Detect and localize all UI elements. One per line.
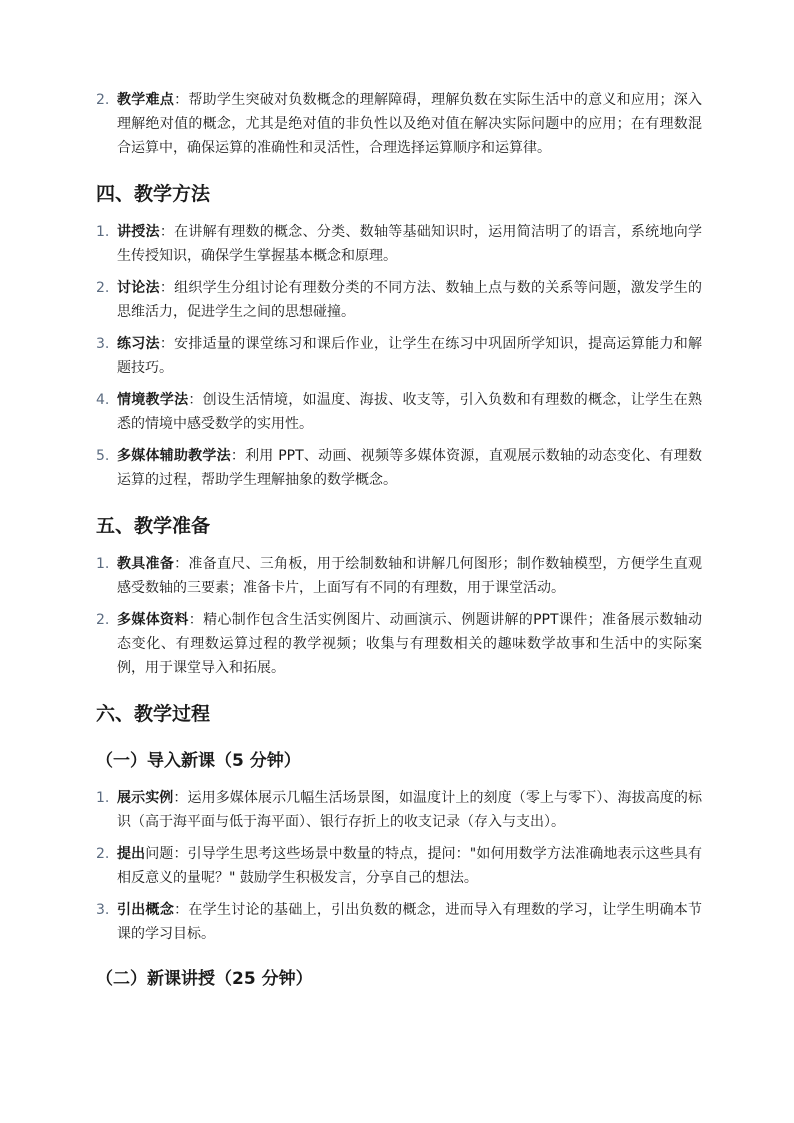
item-number: 1. <box>96 224 110 240</box>
item-separator: ： <box>159 280 175 296</box>
item-separator: ： <box>188 392 203 408</box>
list-item <box>96 88 702 160</box>
item-number: 1. <box>96 790 110 806</box>
list-item <box>96 786 702 834</box>
list-item <box>96 552 702 600</box>
item-number: 2. <box>96 846 110 862</box>
item-term: 多媒体资料 <box>117 612 189 628</box>
document-content <box>96 88 702 992</box>
item-text: 精心制作包含生活实例图片、动画演示、例题讲解的PPT课件；准备展示数轴动态变化、有理数运算过程的教学视频；收集与有理数相关的趣味数学故事和生活中的实际案例，用于课堂导入和拓展。 <box>117 612 703 676</box>
item-number: 5. <box>96 448 110 464</box>
list-item <box>96 444 702 492</box>
item-separator: ： <box>173 790 188 806</box>
item-number: 2. <box>96 92 110 108</box>
item-number: 3. <box>96 902 110 918</box>
item-text: 安排适量的课堂练习和课后作业，让学生在练习中巩固所学知识，提高运算能力和解题技巧。 <box>117 336 703 376</box>
list-item <box>96 388 702 436</box>
item-term: 教学难点 <box>117 92 175 108</box>
item-number: 1. <box>96 556 110 572</box>
list-item <box>96 220 702 268</box>
item-term: 展示实例 <box>117 790 174 806</box>
list-item <box>96 898 702 946</box>
item-term: 情境教学法 <box>117 392 189 408</box>
section-title-teaching-process: 六、教学过程 <box>96 703 211 725</box>
item-text: 组织学生分组讨论有理数分类的不同方法、数轴上点与数的关系等问题，激发学生的思维活力，促进学生之间的思想碰撞。 <box>117 280 703 320</box>
item-text: 准备直尺、三角板，用于绘制数轴和讲解几何图形；制作数轴模型，方便学生直观感受数轴的三要素；准备卡片，上面写有不同的有理数，用于课堂活动。 <box>117 556 703 596</box>
item-separator: ： <box>159 336 175 352</box>
item-number: 2. <box>96 612 110 628</box>
item-number: 3. <box>96 336 110 352</box>
item-text: 创设生活情境，如温度、海拔、收支等，引入负数和有理数的概念，让学生在熟悉的情境中感受数学的实用性。 <box>117 392 703 432</box>
list-item <box>96 842 702 890</box>
item-term: 教具准备 <box>117 556 175 572</box>
teaching-methods-list <box>96 220 702 492</box>
item-separator: ： <box>174 902 189 918</box>
list-item <box>96 276 702 324</box>
list-item <box>96 608 702 680</box>
item-text: 利用 PPT、动画、视频等多媒体资源，直观展示数轴的动态变化、有理数运算的过程，帮助学生理解抽象的数学概念。 <box>117 448 703 488</box>
subsection-title-new-lesson: （二）新课讲授（25 分钟） <box>96 969 313 989</box>
difficulty-list <box>96 88 702 160</box>
item-term: 提出 <box>117 846 146 862</box>
item-term: 引出概念 <box>117 902 175 918</box>
item-number: 2. <box>96 280 110 296</box>
intro-steps-list <box>96 786 702 946</box>
item-text: 在讲解有理数的概念、分类、数轴等基础知识时，运用简洁明了的语言，系统地向学生传授知识，确保学生掌握基本概念和原理。 <box>117 224 703 264</box>
item-text: 帮助学生突破对负数概念的理解障碍，理解负数在实际生活中的意义和应用；深入理解绝对值的概念，尤其是绝对值的非负性以及绝对值在解决实际问题中的应用；在有理数混合运算中，确保运算的准确性和灵活性，合理选择运算顺序和运算律。 <box>117 92 703 156</box>
section-title-teaching-methods: 四、教学方法 <box>96 183 211 205</box>
item-term: 讲授法 <box>117 224 160 240</box>
item-term: 多媒体辅助教学法 <box>117 448 231 464</box>
item-term: 练习法 <box>117 336 160 352</box>
item-separator: ： <box>188 612 204 628</box>
item-separator: ： <box>174 556 189 572</box>
item-separator: ： <box>230 448 246 464</box>
list-item <box>96 332 702 380</box>
item-number: 4. <box>96 392 110 408</box>
item-text: 运用多媒体展示几幅生活场景图，如温度计上的刻度（零上与零下）、海拔高度的标识（高于海平面与低于海平面）、银行存折上的收支记录（存入与支出）。 <box>117 790 703 830</box>
teaching-preparation-list <box>96 552 702 680</box>
subsection-title-intro: （一）导入新课（5 分钟） <box>96 751 301 771</box>
item-text: 问题：引导学生思考这些场景中数量的特点，提问："如何用数学方法准确地表示这些具有相反意义的量呢？" 鼓励学生积极发言，分享自己的想法。 <box>117 846 703 886</box>
item-term: 讨论法 <box>117 280 160 296</box>
item-separator: ： <box>174 92 189 108</box>
item-separator: ： <box>159 224 175 240</box>
section-title-teaching-preparation: 五、教学准备 <box>96 515 211 537</box>
item-text: 在学生讨论的基础上，引出负数的概念，进而导入有理数的学习，让学生明确本节课的学习目标。 <box>117 902 703 942</box>
